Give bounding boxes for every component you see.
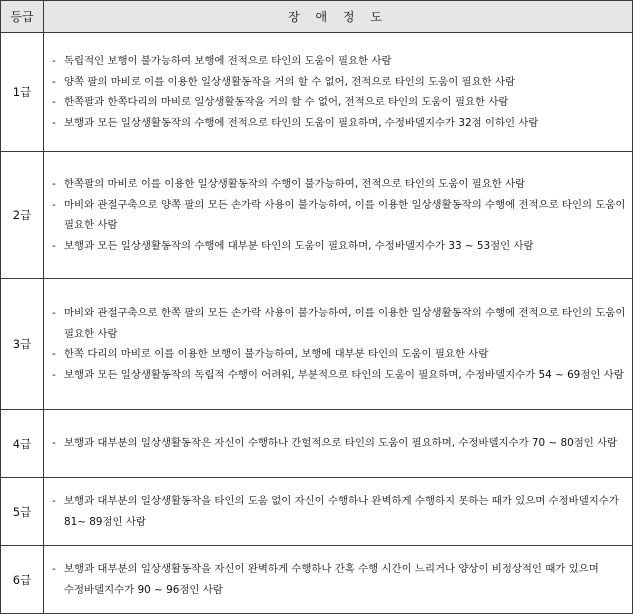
table-row bbox=[1, 546, 633, 614]
list-item: - 한쪽팔과 한쪽다리의 마비로 일상생활동작을 거의 할 수 없어, 전적으로 타인의 도움이 필요한 사람 bbox=[52, 92, 628, 113]
list-item: - 한쪽 다리의 마비로 이를 이용한 보행이 불가능하여, 보행에 대부분 타인의 도움이 필요한 사람 bbox=[52, 344, 628, 365]
list-item: - 독립적인 보행이 불가능하여 보행에 전적으로 타인의 도움이 필요한 사람 bbox=[52, 51, 628, 72]
header-row bbox=[1, 1, 633, 33]
table-row bbox=[1, 279, 633, 410]
grade-header: 등급 bbox=[1, 1, 44, 33]
list-item: - 보행과 대부분의 일상생활동작을 타인의 도움 없이 자신이 수행하나 완벽하게 수행하지 못하는 때가 있으며 수정바델지수가 81~ 89점인 사람 bbox=[52, 491, 628, 532]
table-row bbox=[1, 152, 633, 279]
grade-cell: 3급 bbox=[1, 279, 44, 410]
grade-cell: 5급 bbox=[1, 478, 44, 546]
list-item: - 보행과 대부분의 일상생활동작은 자신이 수행하나 간헐적으로 타인의 도움이 필요하며, 수정바델지수가 70 ~ 80점인 사람 bbox=[52, 433, 628, 454]
grade-cell: 2급 bbox=[1, 152, 44, 279]
description-cell bbox=[44, 410, 633, 478]
description-cell bbox=[44, 279, 633, 410]
table-row bbox=[1, 478, 633, 546]
table-row bbox=[1, 410, 633, 478]
grade-cell: 4급 bbox=[1, 410, 44, 478]
list-item: - 한쪽팔의 마비로 이를 이용한 일상생활동작의 수행이 불가능하여, 전적으로 타인의 도움이 필요한 사람 bbox=[52, 174, 628, 195]
list-item: - 양쪽 팔의 마비로 이를 이용한 일상생활동작을 거의 할 수 없어, 전적으로 타인의 도움이 필요한 사람 bbox=[52, 72, 628, 93]
list-item: - 보행과 모든 일상생활동작의 독립적 수행이 어려워, 부분적으로 타인의 도움이 필요하며, 수정바델지수가 54 ~ 69점인 사람 bbox=[52, 365, 628, 386]
description-cell bbox=[44, 546, 633, 614]
description-cell bbox=[44, 33, 633, 152]
description-cell bbox=[44, 478, 633, 546]
table-row bbox=[1, 33, 633, 152]
grade-cell: 1급 bbox=[1, 33, 44, 152]
list-item: - 마비와 관절구축으로 양쪽 팔의 모든 손가락 사용이 불가능하여, 이를 이용한 일상생활동작의 수행에 전적으로 타인의 도움이 필요한 사람 bbox=[52, 195, 628, 236]
list-item: - 마비와 관절구축으로 한쪽 팔의 모든 손가락 사용이 불가능하여, 이를 이용한 일상생활동작의 수행에 전적으로 타인의 도움이 필요한 사람 bbox=[52, 303, 628, 344]
description-cell bbox=[44, 152, 633, 279]
grade-cell: 6급 bbox=[1, 546, 44, 614]
list-item: - 보행과 모든 일상생활동작의 수행에 전적으로 타인의 도움이 필요하며, 수정바델지수가 32점 이하인 사람 bbox=[52, 113, 628, 134]
list-item: - 보행과 모든 일상생활동작의 수행에 대부분 타인의 도움이 필요하며, 수정바델지수가 33 ~ 53점인 사람 bbox=[52, 236, 628, 257]
list-item: - 보행과 대부분의 일상생활동작을 자신이 완벽하게 수행하나 간혹 수행 시간이 느리거나 양상이 비정상적인 때가 있으며 수정바델지수가 90 ~ 96점인 사람 bbox=[52, 559, 628, 600]
degree-header: 장 애 정 도 bbox=[44, 1, 633, 33]
